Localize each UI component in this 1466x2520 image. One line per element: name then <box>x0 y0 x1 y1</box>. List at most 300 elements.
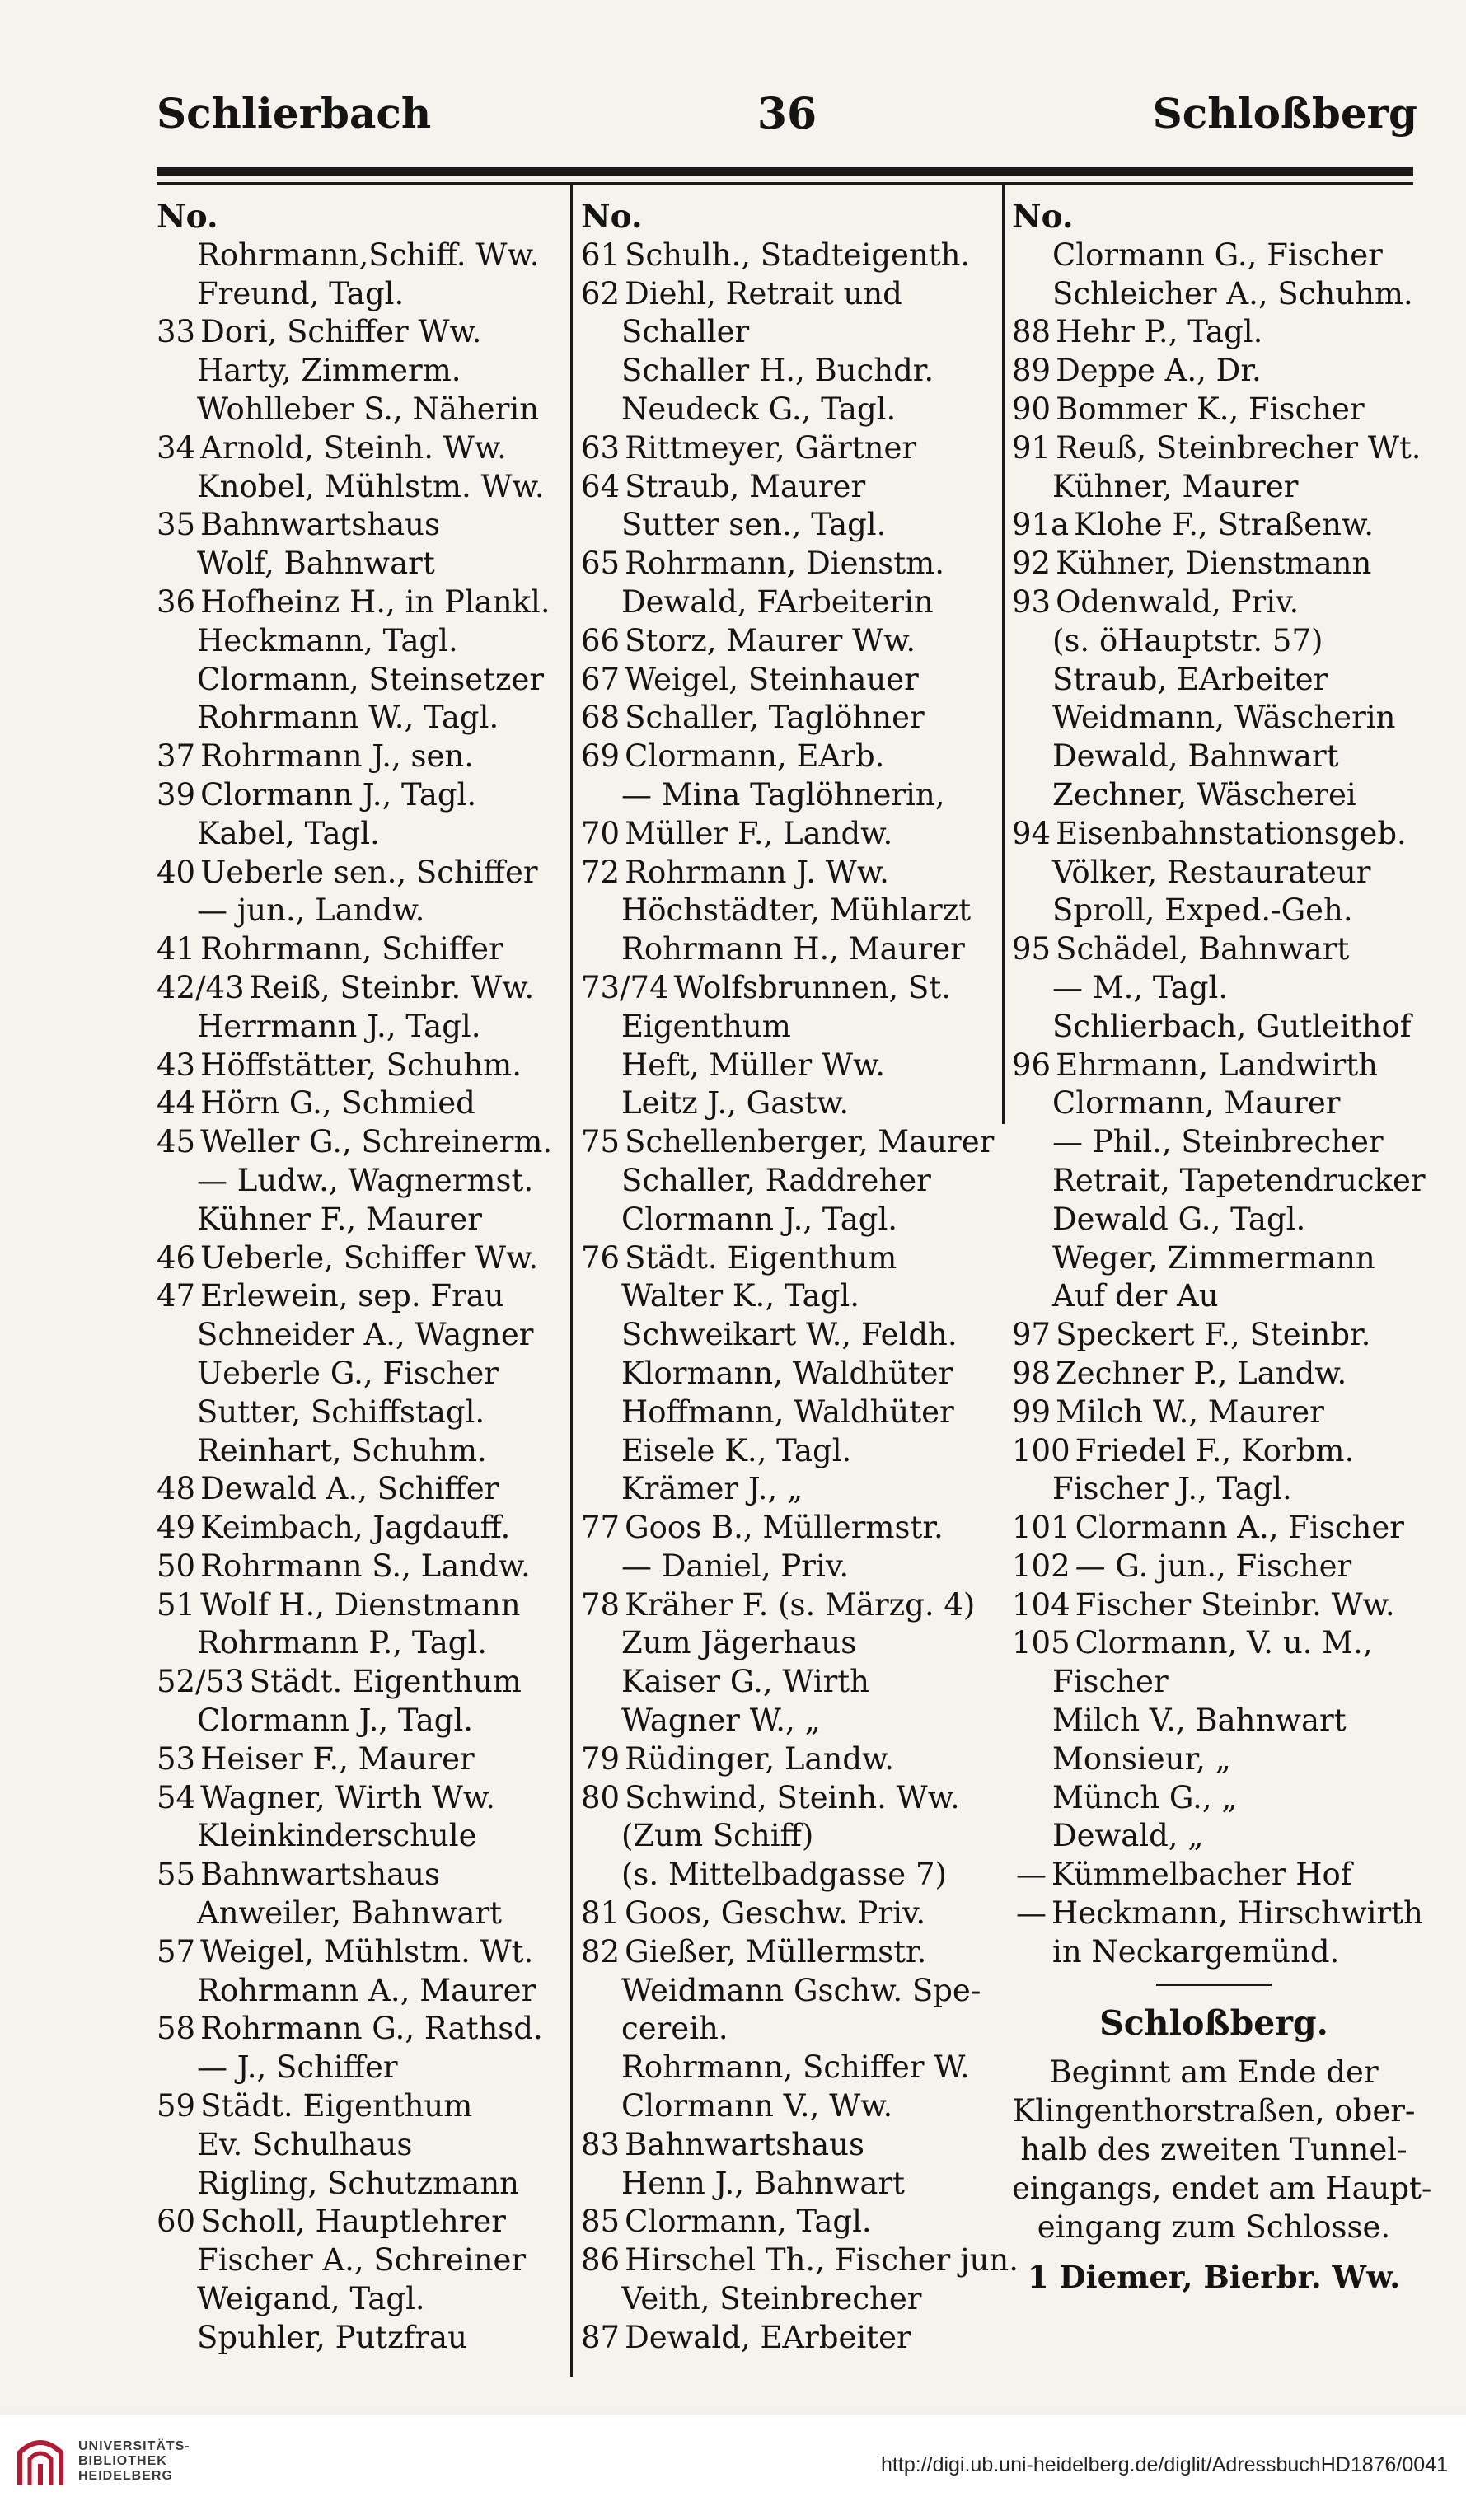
resident-text: — Ludw., Wagnermst. <box>197 1162 534 1198</box>
resident-text: Schellenberger, Maurer <box>625 1124 995 1160</box>
directory-entry <box>1012 892 1416 930</box>
resident-text: Weidmann, Wäscherin <box>1052 700 1396 736</box>
header-rule-thick <box>157 167 1413 176</box>
directory-entry <box>581 776 997 815</box>
resident-text: Deppe A., Dr. <box>1056 353 1262 389</box>
resident-text: Kabel, Tagl. <box>197 815 380 851</box>
house-number: 61 <box>581 237 621 273</box>
directory-entry <box>581 1856 997 1895</box>
resident-text: Harty, Zimmerm. <box>197 353 461 389</box>
directory-entry <box>157 2280 564 2319</box>
house-number: 44 <box>157 1085 196 1122</box>
directory-entry <box>157 1509 564 1548</box>
resident-text: Herrmann J., Tagl. <box>197 1008 481 1044</box>
directory-entry <box>157 1355 564 1393</box>
house-number: 46 <box>157 1239 196 1276</box>
directory-entry <box>581 1509 997 1548</box>
directory-entry <box>157 1239 564 1278</box>
resident-text: Kühner F., Maurer <box>197 1201 482 1237</box>
house-number: 55 <box>157 1857 196 1893</box>
header-rule-thin <box>157 182 1413 185</box>
directory-entry <box>581 2280 997 2319</box>
resident-text: Clormann A., Fischer <box>1075 1510 1404 1546</box>
resident-text: Rohrmann,Schiff. Ww. <box>197 237 540 273</box>
directory-entry <box>581 468 997 507</box>
directory-entry <box>1012 854 1416 892</box>
resident-text: Hoffmann, Waldhüter <box>621 1393 954 1430</box>
directory-entry <box>157 1432 564 1471</box>
resident-text: Weigand, Tagl. <box>197 2281 425 2317</box>
resident-text: Eigenthum <box>621 1008 791 1044</box>
house-number: 97 <box>1012 1317 1051 1353</box>
directory-entry <box>1012 738 1416 776</box>
house-number: 93 <box>1012 583 1051 620</box>
resident-text: Wagner, Wirth Ww. <box>200 1779 495 1815</box>
resident-text: Clormann J., Tagl. <box>621 1201 898 1237</box>
directory-entry <box>1012 1432 1416 1471</box>
directory-entry <box>581 892 997 930</box>
directory-entry <box>1012 583 1416 622</box>
section-description-line: eingangs, endet am Haupt- <box>1012 2170 1432 2206</box>
resident-text: Dewald, FArbeiterin <box>621 583 934 620</box>
resident-text: Schaller <box>621 314 750 350</box>
resident-text: Kaiser G., Wirth <box>621 1664 869 1700</box>
house-number: 78 <box>581 1586 621 1623</box>
section-title: Schloßberg. <box>1099 2002 1328 2043</box>
directory-entry <box>581 1432 997 1471</box>
directory-entry <box>581 2126 997 2165</box>
directory-entry <box>1012 622 1416 661</box>
resident-text: Wohlleber S., Näherin <box>197 391 540 427</box>
resident-text: Erlewein, sep. Frau <box>200 1278 504 1314</box>
resident-text: Sutter sen., Tagl. <box>621 507 887 543</box>
directory-entry <box>1012 1008 1416 1047</box>
directory-entry <box>581 1817 997 1856</box>
resident-text: Höffstätter, Schuhm. <box>200 1047 522 1083</box>
resident-text: Schneider A., Wagner <box>197 1317 534 1353</box>
directory-entry <box>157 275 564 314</box>
house-number: 75 <box>581 1124 621 1160</box>
resident-text: Goos, Geschw. Priv. <box>625 1895 926 1932</box>
resident-text: Weigel, Mühlstm. Wt. <box>200 1933 534 1970</box>
resident-text: Ueberle G., Fischer <box>197 1355 499 1391</box>
resident-text: — G. jun., Fischer <box>1075 1548 1352 1584</box>
resident-text: Rohrmann W., Tagl. <box>197 700 499 736</box>
resident-text: Clormann, V. u. M., <box>1075 1625 1373 1661</box>
directory-entry <box>581 1084 997 1123</box>
directory-entry <box>157 815 564 854</box>
house-number: 90 <box>1012 391 1051 427</box>
resident-text: Dewald, Bahnwart <box>1052 738 1339 775</box>
page-number: 36 <box>756 89 817 139</box>
directory-entry <box>1012 275 1416 314</box>
resident-text: Hirschel Th., Fischer jun. <box>625 2242 1019 2279</box>
house-number: 100 <box>1012 1432 1070 1468</box>
house-number: 36 <box>157 583 196 620</box>
university-library-logo-icon <box>15 2431 66 2490</box>
resident-text: Schulh., Stadteigenth. <box>625 237 971 273</box>
house-number: 69 <box>581 738 621 775</box>
directory-entry <box>581 1702 997 1740</box>
directory-entry <box>1012 1509 1416 1548</box>
directory-entry <box>1012 545 1416 583</box>
directory-entry: 1 Diemer, Bierbr. Ww. <box>1027 2259 1401 2296</box>
resident-text: Neudeck G., Tagl. <box>621 391 897 427</box>
resident-text: Ueberle, Schiffer Ww. <box>200 1239 539 1276</box>
directory-entry <box>1012 1779 1416 1818</box>
directory-entry <box>157 2241 564 2280</box>
directory-entry <box>581 854 997 892</box>
resident-text: (Zum Schiff) <box>621 1818 814 1854</box>
resident-text: Reuß, Steinbrecher Wt. <box>1056 429 1422 466</box>
house-number: 59 <box>157 2088 196 2124</box>
resident-text: Clormann J., Tagl. <box>200 776 477 813</box>
house-number: 48 <box>157 1471 196 1507</box>
directory-entry <box>1012 1316 1416 1355</box>
resident-text: Rohrmann P., Tagl. <box>197 1625 488 1661</box>
house-number: 33 <box>157 314 196 350</box>
resident-text: Heckmann, Tagl. <box>197 622 458 658</box>
resident-text: — M., Tagl. <box>1052 969 1229 1005</box>
resident-text: Kümmelbacher Hof <box>1051 1857 1352 1893</box>
directory-entry <box>581 1277 997 1316</box>
directory-entry <box>581 622 997 661</box>
resident-text: Dewald A., Schiffer <box>200 1471 499 1507</box>
directory-entry <box>157 1393 564 1432</box>
directory-entry <box>581 1393 997 1432</box>
resident-text: Schlierbach, Gutleithof <box>1052 1008 1412 1044</box>
resident-text: Spuhler, Putzfrau <box>197 2319 467 2355</box>
house-number: 66 <box>581 622 621 658</box>
directory-entry <box>1012 1470 1416 1509</box>
directory-entry <box>157 1856 564 1895</box>
house-number: 105 <box>1012 1625 1070 1661</box>
resident-text: Weger, Zimmermann <box>1052 1239 1375 1276</box>
house-number: 57 <box>157 1933 196 1970</box>
resident-text: — jun., Landw. <box>197 892 425 929</box>
resident-text: — Mina Taglöhnerin, <box>621 776 945 813</box>
resident-text: Clormann V., Ww. <box>621 2088 893 2124</box>
resident-text: Höchstädter, Mühlarzt <box>621 892 972 929</box>
resident-text: Weller G., Schreinerm. <box>200 1124 553 1160</box>
house-number: 72 <box>581 854 621 890</box>
section-description-line: halb des zweiten Tunnel- <box>1020 2132 1407 2168</box>
directory-entry <box>1012 815 1416 854</box>
resident-text: Milch W., Maurer <box>1056 1393 1324 1430</box>
directory-entry <box>157 1895 564 1933</box>
directory-entry <box>157 1624 564 1663</box>
resident-text: Speckert F., Steinbr. <box>1056 1317 1371 1353</box>
resident-text: Kühner, Dienstmann <box>1056 546 1372 582</box>
house-number: 40 <box>157 854 196 890</box>
directory-entry <box>1012 1393 1416 1432</box>
resident-text: Rohrmann, Schiffer <box>200 931 503 967</box>
resident-text: cereih. <box>621 2011 728 2047</box>
resident-text: Städt. Eigenthum <box>625 1239 897 1276</box>
resident-text: Schwind, Steinh. Ww. <box>625 1779 960 1815</box>
column-heading: No. <box>581 198 643 236</box>
directory-entry <box>581 237 997 275</box>
resident-text: Veith, Steinbrecher <box>621 2281 922 2317</box>
directory-entry <box>581 738 997 776</box>
resident-text: Rohrmann S., Landw. <box>200 1548 531 1584</box>
directory-entry <box>157 854 564 892</box>
house-number: 34 <box>157 429 196 466</box>
directory-entry <box>157 2319 564 2358</box>
directory-entry <box>1012 468 1416 507</box>
directory-entry <box>1012 1548 1416 1586</box>
resident-text: Rohrmann H., Maurer <box>621 931 965 967</box>
directory-entry <box>157 429 564 468</box>
house-number: 89 <box>1012 353 1051 389</box>
directory-entry <box>581 391 997 429</box>
resident-text: Zechner, Wäscherei <box>1052 776 1356 813</box>
column-1 <box>157 198 564 2358</box>
column-heading: No. <box>157 198 218 236</box>
directory-entry <box>581 506 997 545</box>
directory-entry <box>581 1316 997 1355</box>
resident-text: Eisenbahnstationsgeb. <box>1056 815 1407 851</box>
column-divider <box>570 185 573 2377</box>
house-number: 85 <box>581 2204 621 2240</box>
directory-entry <box>581 545 997 583</box>
house-number: 79 <box>581 1740 621 1777</box>
house-number: 58 <box>157 2011 196 2047</box>
directory-entry <box>1012 969 1416 1008</box>
resident-text: Fischer A., Schreiner <box>197 2242 527 2279</box>
directory-entry <box>581 1933 997 1972</box>
directory-entry <box>157 1162 564 1201</box>
house-number: 65 <box>581 546 621 582</box>
resident-text: Ueberle sen., Schiffer <box>200 854 538 890</box>
resident-text: Retrait, Tapetendrucker <box>1052 1162 1426 1198</box>
resident-text: Rittmeyer, Gärtner <box>625 429 917 466</box>
house-number: 88 <box>1012 314 1051 350</box>
directory-entry <box>157 2049 564 2087</box>
resident-text: Dewald G., Tagl. <box>1052 1201 1306 1237</box>
directory-entry <box>581 661 997 700</box>
resident-text: Monsieur, „ <box>1052 1740 1231 1777</box>
resident-text: Milch V., Bahnwart <box>1052 1703 1347 1739</box>
resident-text: Weidmann Gschw. Spe- <box>621 1972 981 2008</box>
resident-text: Clormann, Tagl. <box>625 2204 872 2240</box>
house-number: 76 <box>581 1239 621 1276</box>
house-number: 53 <box>157 1740 196 1777</box>
directory-entry <box>1012 1740 1416 1779</box>
resident-text: Sutter, Schiffstagl. <box>197 1393 485 1430</box>
directory-entry <box>581 1239 997 1278</box>
directory-entry <box>581 1624 997 1663</box>
directory-entry <box>157 1008 564 1047</box>
resident-text: Fischer Steinbr. Ww. <box>1075 1586 1395 1623</box>
directory-entry <box>1012 1084 1416 1123</box>
directory-entry <box>157 1933 564 1972</box>
house-number: 52/53 <box>157 1664 245 1700</box>
directory-entry <box>157 352 564 391</box>
resident-text: Zechner P., Landw. <box>1056 1355 1347 1391</box>
directory-entry <box>581 1047 997 1085</box>
resident-text: Reiß, Steinbr. Ww. <box>249 969 535 1005</box>
spacer <box>1012 2246 1416 2258</box>
directory-entry <box>581 1355 997 1393</box>
directory-entry <box>1012 930 1416 969</box>
directory-entry <box>581 1740 997 1779</box>
house-number: 81 <box>581 1895 621 1932</box>
resident-text: Schaller, Taglöhner <box>625 700 925 736</box>
resident-text: Dewald, EArbeiter <box>625 2319 911 2355</box>
resident-text: Knobel, Mühlstm. Ww. <box>197 468 545 504</box>
house-number: 54 <box>157 1779 196 1815</box>
house-number: 39 <box>157 776 196 813</box>
directory-entry <box>1012 699 1416 738</box>
resident-text: Arnold, Steinh. Ww. <box>200 429 507 466</box>
directory-entry <box>157 661 564 700</box>
directory-entry <box>157 1779 564 1818</box>
resident-text: Bahnwartshaus <box>625 2126 864 2162</box>
directory-entry <box>581 2319 997 2358</box>
directory-entry <box>157 1740 564 1779</box>
directory-entry <box>1012 506 1416 545</box>
resident-text: Rohrmann J. Ww. <box>625 854 889 890</box>
directory-entry <box>581 815 997 854</box>
column-3 <box>1012 198 1432 2297</box>
resident-text: Ev. Schulhaus <box>197 2126 413 2162</box>
house-number: 96 <box>1012 1047 1051 1083</box>
directory-entry <box>581 969 997 1008</box>
resident-text: — Phil., Steinbrecher <box>1052 1124 1384 1160</box>
directory-entry <box>581 2203 997 2241</box>
directory-entry <box>581 583 997 622</box>
directory-entry <box>157 738 564 776</box>
header-right-street: Schloßberg <box>1152 89 1417 138</box>
resident-text: Clormann, EArb. <box>625 738 885 775</box>
resident-text: Wolfsbrunnen, St. <box>673 969 952 1005</box>
house-number: 98 <box>1012 1355 1051 1391</box>
resident-text: Fischer <box>1052 1664 1169 1700</box>
directory-entry <box>157 1548 564 1586</box>
resident-text: Freund, Tagl. <box>197 275 405 311</box>
resident-text: Anweiler, Bahnwart <box>197 1895 503 1932</box>
directory-entry <box>581 429 997 468</box>
directory-entry <box>1012 1702 1416 1740</box>
house-number: 49 <box>157 1510 196 1546</box>
directory-entry <box>157 1316 564 1355</box>
directory-entry <box>157 1084 564 1123</box>
house-number: 64 <box>581 468 621 504</box>
resident-text: Clormann J., Tagl. <box>197 1703 474 1739</box>
directory-entry <box>1012 776 1416 815</box>
resident-text: Kühner, Maurer <box>1052 468 1299 504</box>
house-number: 37 <box>157 738 196 775</box>
section-description-line: eingang zum Schlosse. <box>1037 2209 1391 2245</box>
resident-text: Scholl, Hauptlehrer <box>200 2204 506 2240</box>
resident-text: Bahnwartshaus <box>200 507 440 543</box>
resident-text: Schaller, Raddreher <box>621 1162 931 1198</box>
directory-entry <box>581 930 997 969</box>
resident-text: Krämer J., „ <box>621 1471 803 1507</box>
resident-text: Friedel F., Korbm. <box>1075 1432 1355 1468</box>
resident-text: in Neckargemünd. <box>1052 1933 1340 1970</box>
directory-entry <box>581 1972 997 2011</box>
house-number: 43 <box>157 1047 196 1083</box>
resident-text: Schaller H., Buchdr. <box>621 353 934 389</box>
spacer <box>1012 2042 1416 2054</box>
section-divider <box>1156 1984 1272 1986</box>
resident-text: — Daniel, Priv. <box>621 1548 850 1584</box>
directory-entry <box>157 313 564 352</box>
directory-entry <box>581 1201 997 1239</box>
resident-text: Rüdinger, Landw. <box>625 1740 895 1777</box>
library-name: UNIVERSITÄTS- BIBLIOTHEK HEIDELBERG <box>78 2439 190 2483</box>
directory-entry <box>1012 1895 1423 1933</box>
resident-text: Sproll, Exped.-Geh. <box>1052 892 1353 929</box>
directory-entry <box>157 1702 564 1740</box>
directory-entry <box>157 583 564 622</box>
directory-entry <box>1012 429 1422 468</box>
directory-entry <box>581 1548 997 1586</box>
directory-entry <box>581 2165 997 2204</box>
directory-entry <box>1012 1355 1416 1393</box>
header-left-street: Schlierbach <box>157 89 432 138</box>
resident-text: Storz, Maurer Ww. <box>625 622 916 658</box>
directory-entry <box>581 1663 997 1702</box>
directory-entry <box>1012 1933 1416 1972</box>
resident-text: Hehr P., Tagl. <box>1056 314 1263 350</box>
house-number: 86 <box>581 2242 621 2279</box>
directory-entry <box>581 1779 997 1818</box>
directory-entry <box>157 1586 564 1625</box>
house-number: 41 <box>157 931 196 967</box>
house-number: 101 <box>1012 1510 1070 1546</box>
resident-text: Städt. Eigenthum <box>200 2088 473 2124</box>
resident-text: (s. Mittelbadgasse 7) <box>621 1857 947 1893</box>
resident-text: Diehl, Retrait und <box>625 275 902 311</box>
directory-entry <box>1012 391 1416 429</box>
resident-text: Heckmann, Hirschwirth <box>1051 1895 1423 1932</box>
resident-text: Wolf, Bahnwart <box>197 546 435 582</box>
resident-text: (s. öHauptstr. 57) <box>1052 622 1323 658</box>
directory-entry <box>157 1972 564 2011</box>
resident-text: Odenwald, Priv. <box>1056 583 1300 620</box>
house-number: 82 <box>581 1933 621 1970</box>
resident-text: Heiser F., Maurer <box>200 1740 475 1777</box>
house-number: 70 <box>581 815 621 851</box>
directory-entry <box>157 969 564 1008</box>
house-number: 99 <box>1012 1393 1051 1430</box>
directory-entry <box>1012 1856 1416 1895</box>
directory-entry <box>581 2087 997 2126</box>
directory-entry <box>1012 352 1416 391</box>
resident-text: Gießer, Müllermstr. <box>625 1933 927 1970</box>
house-number: 35 <box>157 507 196 543</box>
directory-entry <box>1012 1277 1416 1316</box>
column-divider <box>1002 185 1005 1124</box>
source-url-link[interactable]: http://digi.ub.uni-heidelberg.de/diglit/AdressbuchHD1876/0041 <box>881 2453 1448 2476</box>
directory-entry <box>581 2049 997 2087</box>
directory-entry <box>581 313 997 352</box>
directory-entry <box>1012 1239 1416 1278</box>
house-number: 87 <box>581 2319 621 2355</box>
house-number: 102 <box>1012 1548 1070 1584</box>
house-number: 67 <box>581 661 621 697</box>
resident-text: Zum Jägerhaus <box>621 1625 857 1661</box>
house-number: 80 <box>581 1779 621 1815</box>
directory-entry <box>157 622 564 661</box>
resident-text: Müller F., Landw. <box>625 815 893 851</box>
section-description-line: Klingenthorstraßen, ober- <box>1012 2093 1416 2129</box>
house-number: 95 <box>1012 931 1051 967</box>
directory-entry <box>1012 237 1416 275</box>
